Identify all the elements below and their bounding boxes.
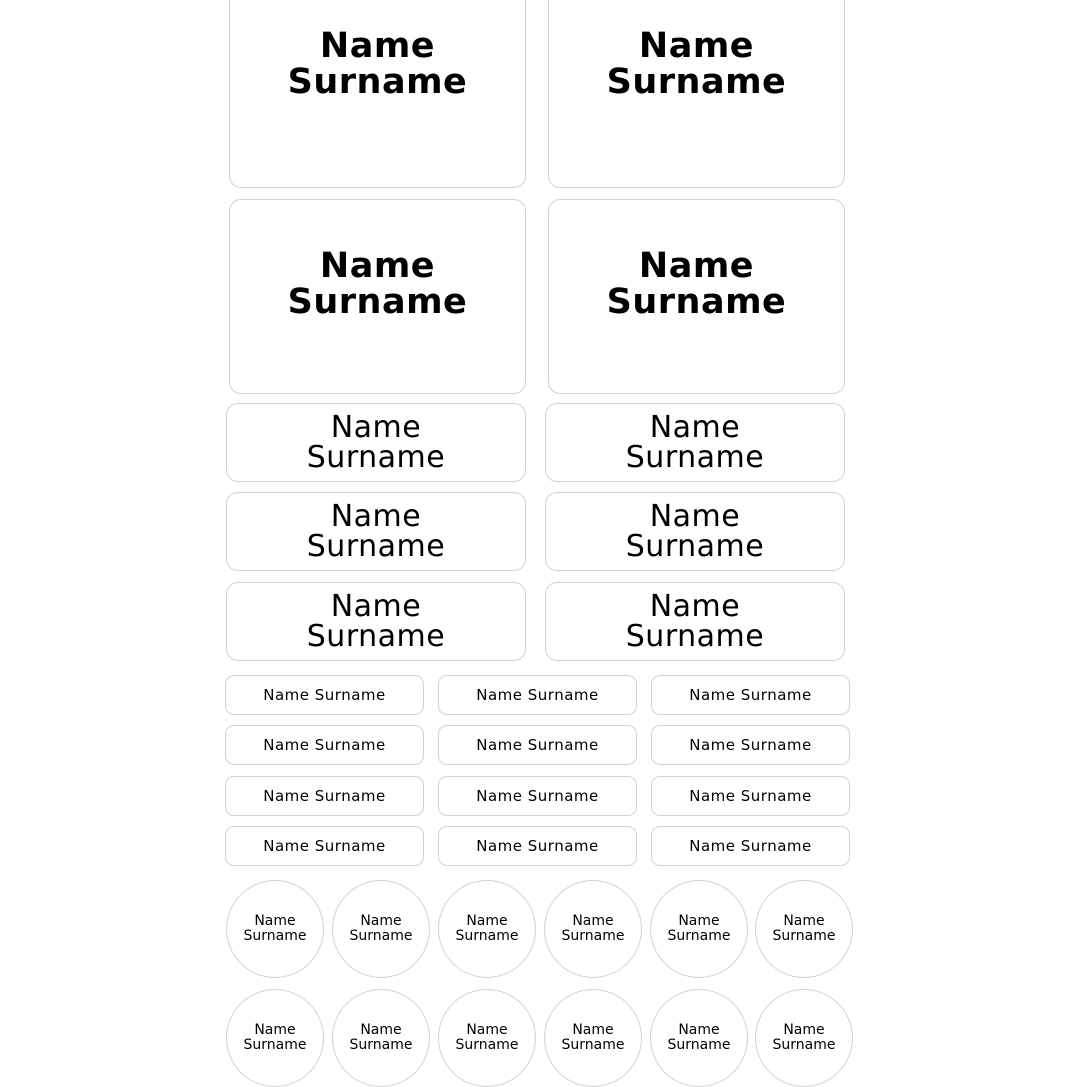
label-text-block [350, 1023, 413, 1053]
medium-name-label [226, 403, 526, 482]
medium-name-label [226, 582, 526, 661]
label-text: Name Surname [689, 837, 812, 855]
round-name-label [544, 989, 642, 1087]
label-text-block [773, 1023, 836, 1053]
small-name-label [225, 675, 424, 715]
label-text-block [562, 914, 625, 944]
label-name: Name [360, 1022, 402, 1038]
label-name: Name [330, 498, 422, 534]
label-text: Name Surname [476, 787, 599, 805]
small-name-label [651, 725, 850, 765]
label-name: Name [649, 588, 741, 624]
label-text-block [668, 1023, 731, 1053]
label-surname: Surname [772, 928, 836, 944]
small-name-label [225, 776, 424, 816]
label-text: Name Surname [689, 686, 812, 704]
label-surname: Surname [667, 928, 731, 944]
label-text-block [625, 498, 765, 564]
round-name-label [332, 880, 430, 978]
label-name: Name [254, 1022, 296, 1038]
label-text-block [668, 914, 731, 944]
large-name-label [229, 0, 526, 188]
label-text: Name Surname [476, 837, 599, 855]
round-name-label [650, 880, 748, 978]
label-surname: Surname [625, 528, 765, 564]
label-surname: Surname [243, 1037, 307, 1053]
label-name: Name [319, 26, 436, 66]
round-name-label [755, 880, 853, 978]
label-name: Name [783, 1022, 825, 1038]
small-name-label [438, 826, 637, 866]
label-name: Name [254, 913, 296, 929]
label-text-block [562, 1023, 625, 1053]
small-name-label [438, 675, 637, 715]
label-text-block [456, 1023, 519, 1053]
medium-name-label [545, 582, 845, 661]
label-name: Name [638, 246, 755, 286]
label-text: Name Surname [689, 787, 812, 805]
label-surname: Surname [772, 1037, 836, 1053]
small-name-label [438, 776, 637, 816]
label-name: Name [360, 913, 402, 929]
label-surname: Surname [287, 62, 468, 102]
medium-name-label [545, 403, 845, 482]
label-name: Name [466, 1022, 508, 1038]
round-name-label [226, 880, 324, 978]
large-name-label [548, 0, 845, 188]
label-name: Name [678, 1022, 720, 1038]
label-name: Name [466, 913, 508, 929]
label-text-block [625, 409, 765, 475]
round-name-label [226, 989, 324, 1087]
large-name-label [229, 199, 526, 394]
label-name: Name [638, 26, 755, 66]
label-text-block [288, 248, 468, 320]
label-text: Name Surname [263, 686, 386, 704]
label-text: Name Surname [476, 686, 599, 704]
label-surname: Surname [306, 528, 446, 564]
small-name-label [651, 776, 850, 816]
small-name-label [225, 725, 424, 765]
label-name: Name [649, 409, 741, 445]
label-surname: Surname [287, 282, 468, 322]
label-surname: Surname [455, 1037, 519, 1053]
label-text-block [456, 914, 519, 944]
label-surname: Surname [561, 928, 625, 944]
label-surname: Surname [625, 439, 765, 475]
label-name: Name [572, 1022, 614, 1038]
label-text: Name Surname [263, 787, 386, 805]
round-name-label [438, 989, 536, 1087]
small-name-label [225, 826, 424, 866]
label-surname: Surname [606, 282, 787, 322]
label-text-block [625, 588, 765, 654]
label-surname: Surname [243, 928, 307, 944]
label-text-block [607, 248, 787, 320]
round-name-label [438, 880, 536, 978]
label-surname: Surname [455, 928, 519, 944]
label-surname: Surname [349, 1037, 413, 1053]
label-text-block [607, 28, 787, 100]
medium-name-label [545, 492, 845, 571]
label-surname: Surname [625, 618, 765, 654]
label-surname: Surname [561, 1037, 625, 1053]
label-name: Name [678, 913, 720, 929]
label-text-block [244, 1023, 307, 1053]
label-text: Name Surname [689, 736, 812, 754]
medium-name-label [226, 492, 526, 571]
label-text: Name Surname [476, 736, 599, 754]
label-text-block [288, 28, 468, 100]
round-name-label [650, 989, 748, 1087]
label-surname: Surname [306, 439, 446, 475]
label-text: Name Surname [263, 736, 386, 754]
label-text-block [306, 409, 446, 475]
label-name: Name [572, 913, 614, 929]
label-text-block [773, 914, 836, 944]
small-name-label [651, 826, 850, 866]
label-name: Name [319, 246, 436, 286]
label-text-block [306, 588, 446, 654]
label-text: Name Surname [263, 837, 386, 855]
round-name-label [755, 989, 853, 1087]
label-text-block [306, 498, 446, 564]
large-name-label [548, 199, 845, 394]
label-surname: Surname [306, 618, 446, 654]
label-surname: Surname [667, 1037, 731, 1053]
round-name-label [544, 880, 642, 978]
label-name: Name [649, 498, 741, 534]
label-name: Name [783, 913, 825, 929]
label-text-block [244, 914, 307, 944]
label-name: Name [330, 588, 422, 624]
label-surname: Surname [606, 62, 787, 102]
label-surname: Surname [349, 928, 413, 944]
round-name-label [332, 989, 430, 1087]
label-text-block [350, 914, 413, 944]
label-name: Name [330, 409, 422, 445]
small-name-label [651, 675, 850, 715]
small-name-label [438, 725, 637, 765]
